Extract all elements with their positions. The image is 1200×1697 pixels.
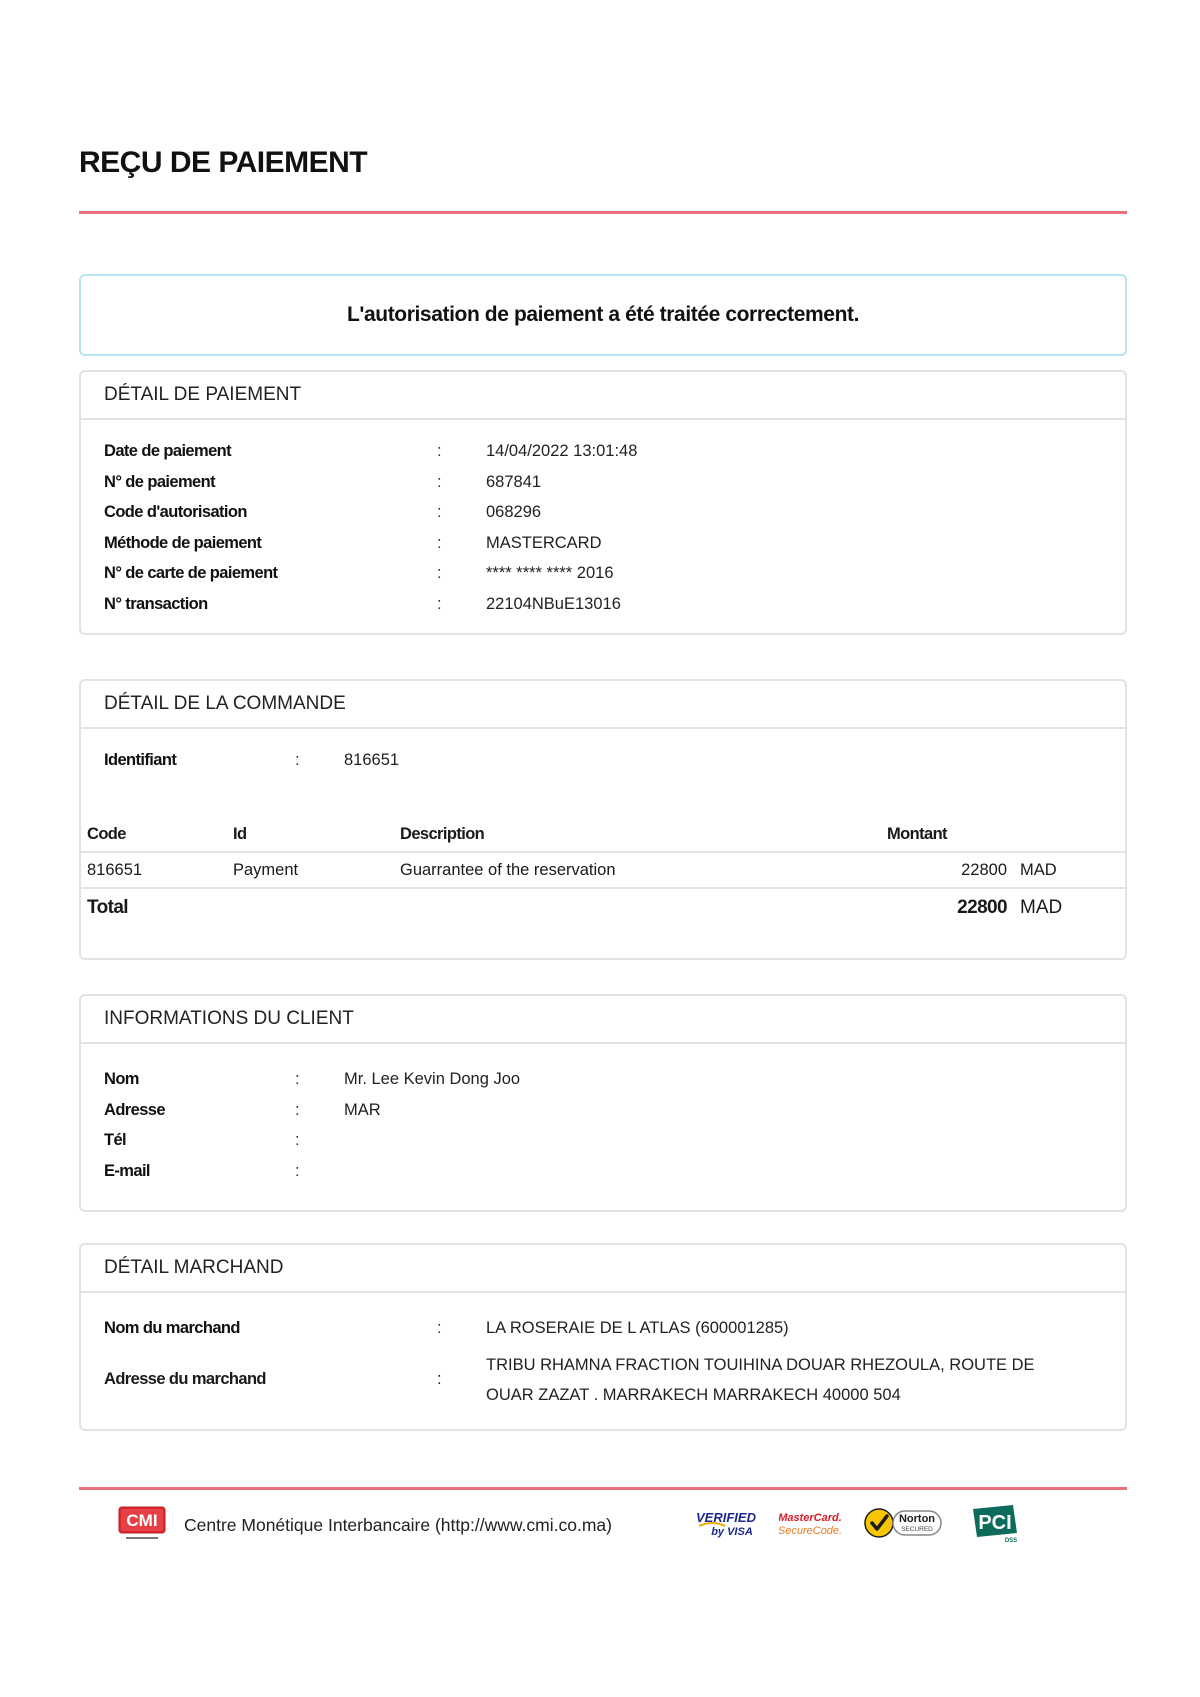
svg-text:MasterCard.: MasterCard. [779,1511,841,1524]
separator: : [295,1070,300,1088]
merchant-row-name [104,1319,1102,1350]
separator: : [437,1370,442,1388]
item-code: 816651 [87,860,143,879]
payment-date-label: Date de paiement [104,442,232,460]
client-name-label: Nom [104,1070,139,1088]
title-divider [79,211,1127,214]
payment-row-auth-code [104,503,1102,534]
payment-number-label: N° de paiement [104,472,215,491]
client-email-label: E-mail [104,1161,150,1180]
col-description-header: Description [400,824,485,843]
merchant-detail-header: DÉTAIL MARCHAND [81,1245,1125,1293]
client-phone-label: Tél [104,1131,127,1149]
success-message: L'autorisation de paiement a été traitée correctement. [346,303,860,326]
transaction-value: 22104NBuE13016 [486,594,621,613]
merchant-address-value [486,1350,1035,1410]
client-address-value: MAR [344,1100,381,1119]
merchant-address-line1: TRIBU RHAMNA FRACTION TOUIHINA DOUAR RHEZOULA, ROUTE DE [486,1355,1035,1374]
pci-dss-badge [967,1503,1023,1548]
payment-method-label: Méthode de paiement [104,533,262,552]
cmi-logo [118,1505,166,1545]
separator: : [295,751,300,769]
table-total-row [81,889,1125,927]
success-alert [79,274,1127,356]
merchant-name-label: Nom du marchand [104,1319,240,1337]
separator: : [437,564,442,582]
order-identifier-value: 816651 [344,751,400,769]
svg-text:Norton: Norton [898,1512,936,1525]
client-address-label: Adresse [104,1100,165,1119]
svg-text:VERIFIED: VERIFIED [696,1509,756,1525]
total-currency: MAD [1020,897,1063,918]
item-currency: MAD [1020,860,1057,879]
card-number-value: **** **** **** 2016 [486,564,614,582]
auth-code-value: 068296 [486,503,542,521]
payment-row-transaction [104,595,1102,626]
separator: : [437,503,442,521]
separator: : [437,594,442,613]
merchant-address-label: Adresse du marchand [104,1370,266,1388]
mastercard-securecode-badge [779,1506,841,1545]
separator: : [437,442,442,460]
client-row-name [104,1070,1102,1101]
cmi-logo-text: CMI [126,1511,158,1530]
payment-detail-panel [79,370,1127,635]
col-code-header: Code [87,824,126,843]
client-row-email [104,1162,1102,1193]
client-info-panel [79,994,1127,1212]
order-detail-panel [79,679,1127,960]
separator: : [295,1100,300,1119]
norton-secured-badge [863,1505,945,1546]
payment-detail-header: DÉTAIL DE PAIEMENT [81,372,1125,420]
client-name-value: Mr. Lee Kevin Dong Joo [344,1070,521,1088]
payment-row-method [104,534,1102,565]
order-identifier-row [104,751,1102,782]
merchant-detail-panel [79,1243,1127,1431]
total-label: Total [87,897,128,918]
item-amount: 22800 [961,860,1007,879]
merchant-address-line2: OUAR ZAZAT . MARRAKECH MARRAKECH 40000 504 [486,1385,901,1404]
table-header-row [81,817,1125,853]
svg-text:PCI: PCI [978,1511,1012,1534]
payment-row-card [104,564,1102,595]
svg-text:SECURED: SECURED [901,1525,933,1533]
merchant-row-address [104,1350,1102,1410]
merchant-name-value: LA ROSERAIE DE L ATLAS (600001285) [486,1319,789,1337]
payment-date-value: 14/04/2022 13:01:48 [486,442,638,460]
payment-row-number [104,473,1102,504]
client-info-header: INFORMATIONS DU CLIENT [81,996,1125,1044]
card-number-label: N° de carte de paiement [104,564,278,582]
auth-code-label: Code d'autorisation [104,503,247,521]
item-description: Guarrantee of the reservation [400,860,616,879]
svg-text:DSS: DSS [1004,1537,1018,1543]
svg-text:by VISA: by VISA [711,1525,753,1538]
security-badges [695,1500,1045,1550]
client-row-address [104,1101,1102,1132]
col-id-header: Id [233,824,247,843]
verified-by-visa-badge [695,1506,757,1545]
separator: : [437,1319,442,1337]
footer [118,1500,1078,1550]
order-identifier-label: Identifiant [104,751,177,769]
separator: : [295,1161,300,1180]
order-items-table [81,817,1125,927]
payment-method-value: MASTERCARD [486,533,602,552]
item-id: Payment [233,860,299,879]
client-row-phone [104,1131,1102,1162]
separator: : [295,1131,300,1149]
svg-text:SecureCode.: SecureCode. [779,1524,841,1537]
table-row [81,853,1125,889]
separator: : [437,533,442,552]
footer-divider [79,1487,1127,1490]
page-title: REÇU DE PAIEMENT [79,146,368,179]
payment-row-date [104,442,1102,473]
order-detail-header: DÉTAIL DE LA COMMANDE [81,681,1125,729]
col-amount-header: Montant [887,824,947,843]
payment-number-value: 687841 [486,472,542,491]
footer-text: Centre Monétique Interbancaire (http://www.cmi.co.ma) [184,1514,612,1535]
separator: : [437,472,442,491]
total-amount: 22800 [957,897,1007,918]
transaction-label: N° transaction [104,594,208,613]
